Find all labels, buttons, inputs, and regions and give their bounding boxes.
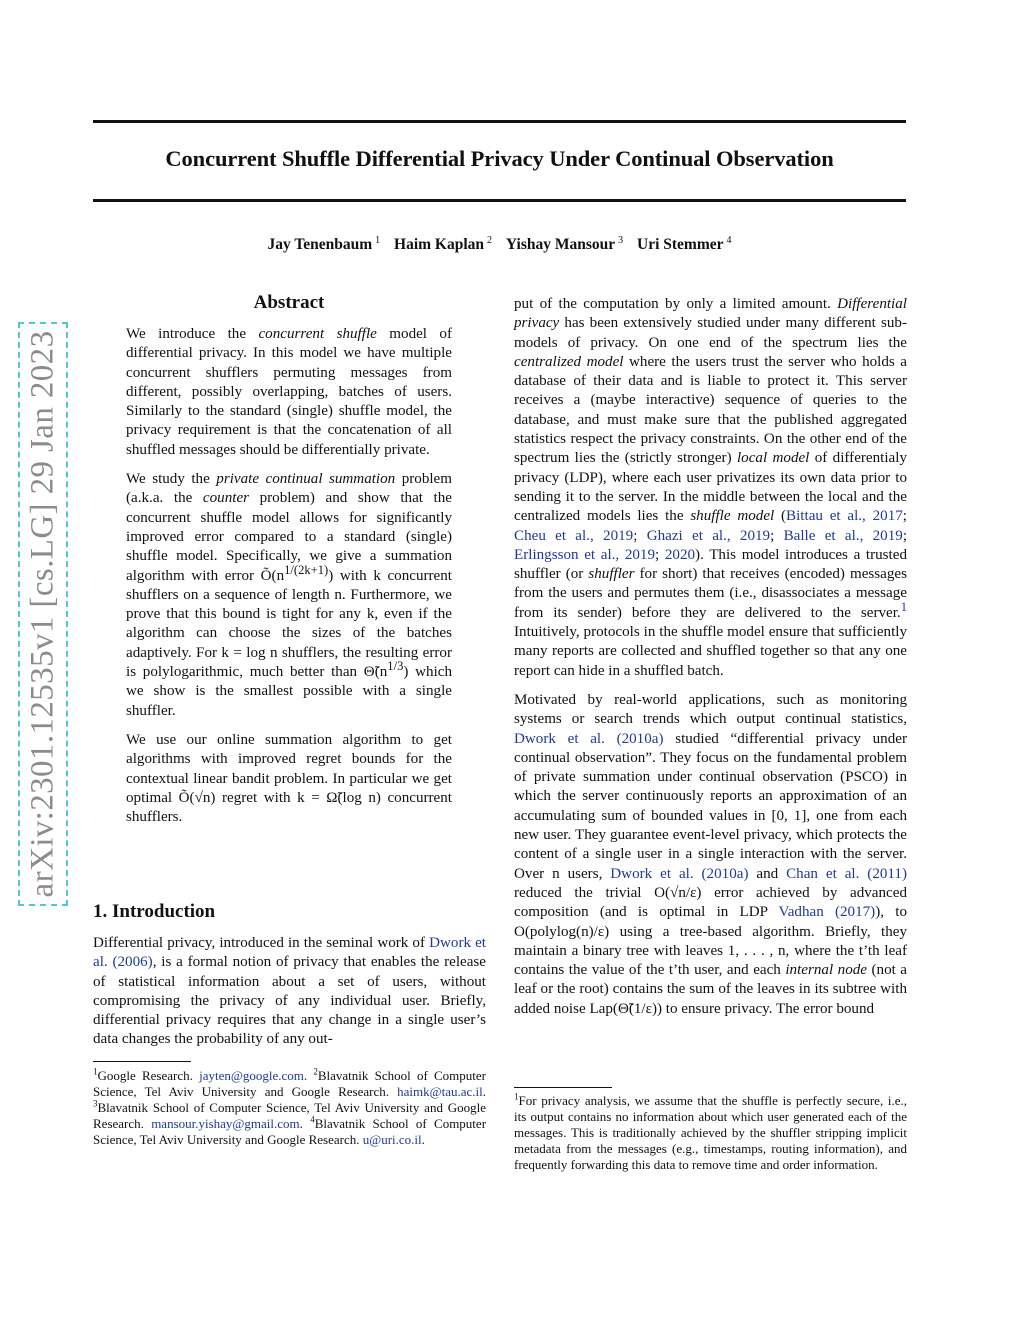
right-column <box>514 295 907 1029</box>
author-list <box>93 236 906 254</box>
abstract-body <box>126 325 452 837</box>
citation-link[interactable]: 2020 <box>664 546 696 563</box>
introduction-section <box>93 901 486 1060</box>
abstract-paragraph: We use our online summation algorithm to get algorithms with improved regret bounds for the contextual linear bandit problem. In particular we get optimal Õ(√n) regret with k = Ω̃(log n) concurrent shufflers. <box>126 731 452 826</box>
citation-link[interactable]: Dwork et al. (2006) <box>93 935 486 971</box>
paper-title: Concurrent Shuffle Differential Privacy Under Continual Observation <box>165 146 834 171</box>
email-link[interactable]: mansour.yishay@gmail.com <box>151 1116 300 1131</box>
citation-link[interactable]: Balle et al., 2019 <box>783 527 903 544</box>
citation-link[interactable]: Chan et al. (2011) <box>786 865 907 882</box>
author: Yishay Mansour $^3$ <box>505 234 624 253</box>
section-heading: 1. Introduction <box>93 901 216 922</box>
arxiv-stamp-text: arXiv:2301.12535v1 [cs.LG] 29 Jan 2023 <box>24 330 61 898</box>
title-rule-bottom <box>93 199 906 202</box>
author: Haim Kaplan $^2$ <box>394 234 493 253</box>
email-link[interactable]: haimk@tau.ac.il <box>397 1084 483 1099</box>
body-paragraph: put of the computation by only a limited amount. Differential privacy has been extensively studied under many different sub-models of privacy. On one end of the spectrum lies the centralized model where the users trust the server who holds a database of their data and is liable to protect it. This server receives a (maybe interactive) sequence of queries to the database, and must make sure that the published aggregated statistics respect the privacy constraints. On the other end of the spectrum lies the (strictly stronger) local model of differentialy privacy (LDP), where each user privatizes its own data prior to sending it to the server. In the middle between the local and the centralized models lies the shuffle model (Bittau et al., 2017; Cheu et al., 2019; Ghazi et al., 2019; Balle et al., 2019; Erlingsson et al., 2019; 2020). This model introduces a trusted shuffler (or shuffler for short) that receives (encoded) messages from the users and permutes them (i.e., disassociates a message from its sender) before they are delivered to the server.$^1$ Intuitively, protocols in the shuffle model ensure that sufficiently many reports are collected and shuffled together so that any one report can hide in a shuffled batch. <box>514 296 908 679</box>
abstract-heading: Abstract <box>253 292 325 313</box>
arxiv-stamp[interactable] <box>18 322 68 906</box>
abstract-paragraph: We study the private continual summation problem (a.k.a. the counter problem) and show that the concurrent shuffle model allows for significantly improved error compared to a standard (single) shuffle model. Specifically, we give a summation algorithm with error $Õ(n^{1/(2k+1)})$ with k concurrent shufflers on a sequence of length n. Furthermore, we prove that this bound is tight for any k, even if the algorithm can choose the sizes of the batches adaptively. For k = log n shufflers, the resulting error is polylogarithmic, much better than $\Thetã(n^{1/3})$ which we show is the smallest possible with a single shuffler. <box>126 471 453 719</box>
email-link[interactable]: u@uri.co.il <box>362 1132 422 1147</box>
footnote: $^1$For privacy analysis, we assume that the shuffle is perfectly secure, i.e., its output contains no information about which user generated each of the messages. This is traditionally achieved by the shuffler stripping implicit metadata from the messages (e.g., timestamps, routing information), and frequently forwarding this data to remove time and order information. <box>514 1091 907 1172</box>
title-rule-top <box>93 120 906 123</box>
author: Jay Tenenbaum $^1$ <box>267 234 381 253</box>
citation-link[interactable]: Cheu et al., 2019 <box>514 527 634 544</box>
citation-link[interactable]: Dwork et al. (2010a) <box>610 865 749 882</box>
body-paragraph: Motivated by real-world applications, such as monitoring systems or search trends which output continual statistics, Dwork et al. (2010a) studied “differential privacy under continual observation”. They focus on the fundamental problem of private summation under continual observation (PSCO) in which the server continuously reports an approximation of an accumulating sum of bounded values in [0, 1], one from each new user. They guarantee event-level privacy, which protects the content of a single user in a single interaction with the server. Over n users, Dwork et al. (2010a) and Chan et al. (2011) reduced the trivial O(√n/ε) error achieved by advanced composition (and is optimal in LDP Vadhan (2017)), to O(polylog(n)/ε) using a tree-based algorithm. Briefly, they maintain a binary tree with leaves 1, . . . , n, where the t’th leaf contains the value of the t’th user, and each internal node (not a leaf or the root) contains the sum of the leaves in its subtree with added noise Lap(Θ̃(1/ε)) to ensure privacy. The error bound <box>514 691 908 1017</box>
citation-link[interactable]: Ghazi et al., 2019 <box>646 527 771 544</box>
footnote-rule <box>93 1061 191 1062</box>
footnote-rule <box>514 1087 612 1088</box>
citation-link[interactable]: Bittau et al., 2017 <box>786 508 903 525</box>
citation-link[interactable]: Dwork et al. (2010a) <box>514 730 664 747</box>
citation-link[interactable]: Erlingsson et al., 2019 <box>514 546 656 563</box>
author: Uri Stemmer $^4$ <box>637 234 732 253</box>
body-paragraph: Differential privacy, introduced in the seminal work of Dwork et al. (2006), is a formal notion of privacy that enables the release of statistical information about a set of users, without compromising the privacy of any individual user. Briefly, differential privacy requires that any change in a single user’s data changes the probability of any out- <box>93 935 486 1048</box>
citation-link[interactable]: Vadhan (2017) <box>778 904 876 921</box>
footnote-link[interactable]: 1 <box>900 599 907 614</box>
abstract-paragraph: We introduce the concurrent shuffle model of differential privacy. In this model we have multiple concurrent shufflers permuting messages from different, possibly overlapping, batches of users. Similarly to the standard (single) shuffle model, the privacy requirement is that the concatenation of all shuffled messages should be differentially private. <box>126 326 453 458</box>
email-link[interactable]: jayten@google.com <box>199 1068 304 1083</box>
affiliation-footnotes: $^1$Google Research. jayten@google.com. $^2$Blavatnik School of Computer Science, Tel Aviv University and Google Research. haimk@tau.ac.il. $^3$Blavatnik School of Computer Science, Tel Aviv University and Google Research. mansour.yishay@gmail.com. $^4$Blavatnik School of Computer Science, Tel Aviv University and Google Research. u@uri.co.il. <box>93 1066 487 1147</box>
